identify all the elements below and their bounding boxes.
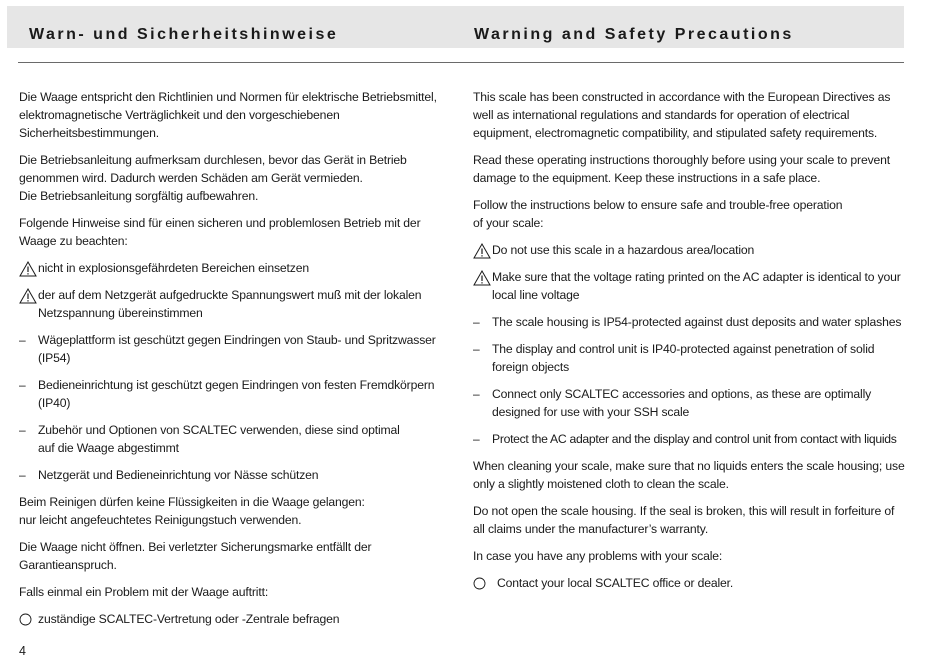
dash-bullet: – [473,342,480,356]
list-item [19,610,449,628]
paragraph: Do not open the scale housing. If the seal is broken, this will result in forfeiture of all claims under the manufacturer’s warranty. [473,504,895,536]
header-divider [18,62,904,63]
german-column [19,88,449,637]
list-item-text: Bedieneinrichtung ist geschützt gegen Eindringen von festen Fremdkörpern (IP40) [38,378,435,410]
list-item-text: Wägeplattform ist geschützt gegen Eindringen von Staub- und Spritzwasser (IP54) [38,333,436,365]
paragraph: In case you have any problems with your scale: [473,549,723,563]
list-item-text: der auf dem Netzgerät aufgedruckte Spannungswert muß mit der lokalen Netzspannung übereinstimmen [38,288,422,320]
page-number: 4 [19,644,26,658]
text-line: of your scale: [473,216,544,230]
list-item [473,340,905,376]
list-item [473,268,905,304]
list-item [473,241,905,259]
list-item [19,466,449,484]
text-line: nur leicht angefeuchtetes Reinigungstuch verwenden. [19,513,302,527]
paragraph [473,196,905,232]
warning-triangle-icon [19,259,37,277]
list-item [19,376,449,412]
list-item [19,259,449,277]
text-line: Die Betriebsanleitung aufmerksam durchlesen, bevor das Gerät in Betrieb genommen wird. Dadurch werden Schäden am Gerät vermieden. [19,153,407,185]
list-item-text: Connect only SCALTEC accessories and options, as these are optimally designed for use with your SSH scale [492,387,872,419]
english-column [473,88,905,601]
list-item-text: zuständige SCALTEC-Vertretung oder -Zentrale befragen [38,612,340,626]
text-line: Beim Reinigen dürfen keine Flüssigkeiten in die Waage gelangen: [19,495,365,509]
paragraph: Die Waage nicht öffnen. Bei verletzter Sicherungsmarke entfällt der Garantieanspruch. [19,540,372,572]
list-item [19,331,449,367]
page-title-german: Warn- und Sicherheitshinweise [29,26,339,43]
paragraph [19,151,449,205]
list-item-text: Zubehör und Optionen von SCALTEC verwenden, diese sind optimal [38,423,400,437]
list-item-text: nicht in explosionsgefährdeten Bereichen einsetzen [38,261,309,275]
text-line: Die Betriebsanleitung sorgfältig aufbewahren. [19,189,259,203]
list-item-text: Contact your local SCALTEC office or dealer. [497,576,734,590]
circle-bullet-icon [19,610,37,627]
list-item-text: Do not use this scale in a hazardous area/location [492,243,755,257]
text-line: Follow the instructions below to ensure safe and trouble-free operation [473,198,843,212]
dash-bullet: – [19,378,26,392]
dash-bullet: – [473,315,480,329]
list-item [473,385,905,421]
dash-bullet: – [19,333,26,347]
list-item-text: The scale housing is IP54-protected against dust deposits and water splashes [492,315,902,329]
paragraph: This scale has been constructed in accordance with the European Directives as well as international regulations and standards for operation of electrical equipment, electromagnetic compatibility, and stipulated safety requirements. [473,90,891,140]
list-item [473,313,905,331]
circle-bullet-icon [473,574,491,591]
paragraph: Die Waage entspricht den Richtlinien und Normen für elektrische Betriebsmittel, elektromagnetische Verträglichkeit und den vorgeschiebenen Sicherheitsbestimmungen. [19,90,437,140]
list-item-text: Protect the AC adapter and the display and control unit from contact with liquids [492,432,897,446]
paragraph: When cleaning your scale, make sure that no liquids enters the scale housing; use only a slightly moistened cloth to clean the scale. [473,459,905,491]
list-item-text: Netzgerät und Bedieneinrichtung vor Nässe schützen [38,468,319,482]
list-item-text: The display and control unit is IP40-protected against penetration of solid foreign objects [492,342,875,374]
warning-triangle-icon [19,286,37,304]
warning-triangle-icon [473,241,491,259]
paragraph: Falls einmal ein Problem mit der Waage auftritt: [19,585,269,599]
paragraph: Folgende Hinweise sind für einen sicheren und problemlosen Betrieb mit der Waage zu beachten: [19,216,421,248]
dash-bullet: – [473,432,480,446]
dash-bullet: – [19,423,26,437]
list-item-text: Make sure that the voltage rating printed on the AC adapter is identical to your local line voltage [492,270,901,302]
paragraph: Read these operating instructions thoroughly before using your scale to prevent damage to the equipment. Keep these instructions in a safe place. [473,153,891,185]
warning-triangle-icon [473,268,491,286]
list-item-text: auf die Waage abgestimmt [38,441,179,455]
paragraph [19,493,449,529]
dash-bullet: – [473,387,480,401]
page-title-english: Warning and Safety Precautions [474,26,794,43]
list-item [19,421,449,457]
dash-bullet: – [19,468,26,482]
list-item [473,574,905,592]
list-item [473,430,905,448]
list-item [19,286,449,322]
